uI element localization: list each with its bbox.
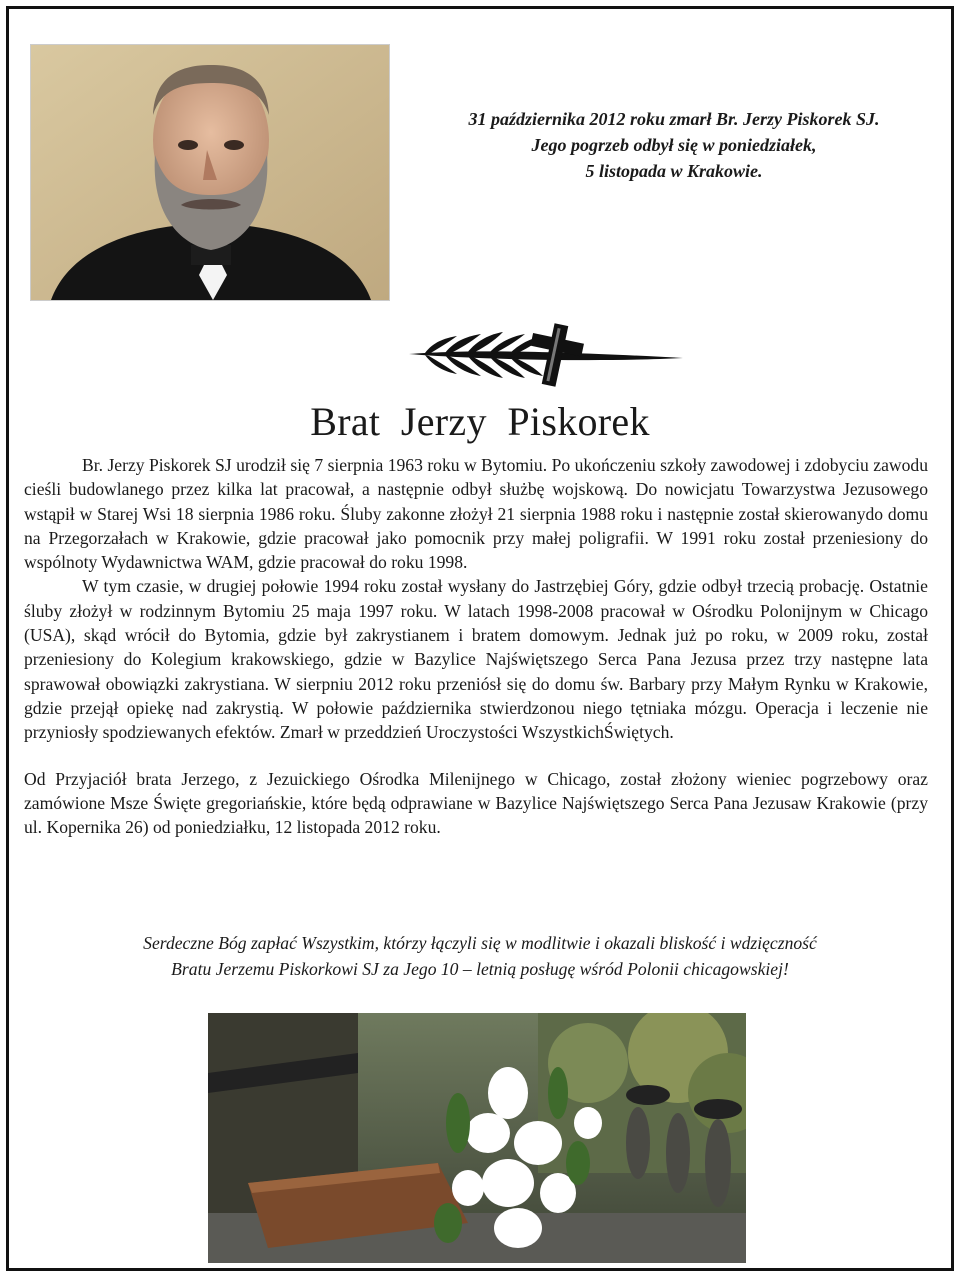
announcement-line-3: 5 listopada w Krakowie. — [585, 161, 763, 181]
page-title: Brat Jerzy Piskorek — [310, 399, 650, 444]
condolence-paragraph: Od Przyjaciół brata Jerzego, z Jezuickiego Ośrodka Milenijnego w Chicago, został złożony wieniec pogrzebowy oraz zamówione Msze Święte gregoriańskie, które będą odprawiane w Bazylice Najświętszego Serca Pana Jezusaw Krakowie (przy ul. Kopernika 26) od poniedziałku, 12 listopada 2012 roku. — [24, 768, 928, 838]
announcement-line-2: Jego pogrzeb odbył się w poniedziałek, — [531, 135, 817, 155]
thanks-line-2: Bratu Jerzemu Piskorkowi SJ za Jego 10 – letnią posługę wśród Polonii chicagowskiej! — [171, 959, 789, 979]
thanks-line-1: Serdeczne Bóg zapłać Wszystkim, którzy łączyli się w modlitwie i okazali bliskość i wdzięczność — [143, 933, 817, 953]
biography-paragraph-2: W tym czasie, w drugiej połowie 1994 roku został wysłany do Jastrzębiej Góry, gdzie odbył trzecią probację. Ostatnie śluby złożył w rodzinnym Bytomiu 25 maja 1997 roku. W latach 1998-2008 pracował w Ośrodku Polonijnym w Chicago (USA), skąd wrócił do Bytomia, gdzie był zakrystianem i bratem domowym. Jednak już po roku, w 2009 roku, został przeniesiony do Kolegium krakowskiego, gdzie w Bazylice Najświętszego Serca Pana Jezusa przez trzy następne lata sprawował obowiązki zakrystiana. W sierpniu 2012 roku przeniósł się do domu św. Barbary przy Małym Rynku w Krakowie, gdzie przejął opiekę nad zakrystią. W połowie października stwierdzonou niego tętniaka mózgu. Operacja i leczenie nie przyniosły spodziewanych efektów. Zmarł w przeddzień Uroczystości WszystkichŚwiętych. — [24, 576, 928, 743]
cross-icon — [405, 320, 687, 390]
announcement-line-1: 31 października 2012 roku zmarł Br. Jerzy Piskorek SJ. — [468, 109, 880, 129]
thanks-note — [20, 930, 940, 982]
death-announcement — [400, 106, 948, 184]
funeral-photo — [208, 1013, 746, 1263]
biography-paragraph-1: Br. Jerzy Piskorek SJ urodził się 7 sierpnia 1963 roku w Bytomiu. Po ukończeniu szkoły zawodowej i zdobyciu zawodu cieśli budowlanego przez kilka lat pracował, a następnie odbył służbę wojskową. Do nowicjatu Towarzystwa Jezusowego wstąpił w Starej Wsi 18 sierpnia 1986 roku. Śluby zakonne złożył 21 sierpnia 1988 roku i następnie został skierowanydo domu na Przegorzałach w Krakowie, gdzie pracował jako pomocnik przy małej poligrafii. W 1991 roku został przeniesiony do wspólnoty Wydawnictwa WAM, gdzie pracował do roku 1998. — [24, 455, 928, 573]
biography — [24, 453, 928, 839]
portrait-photo — [30, 44, 390, 301]
